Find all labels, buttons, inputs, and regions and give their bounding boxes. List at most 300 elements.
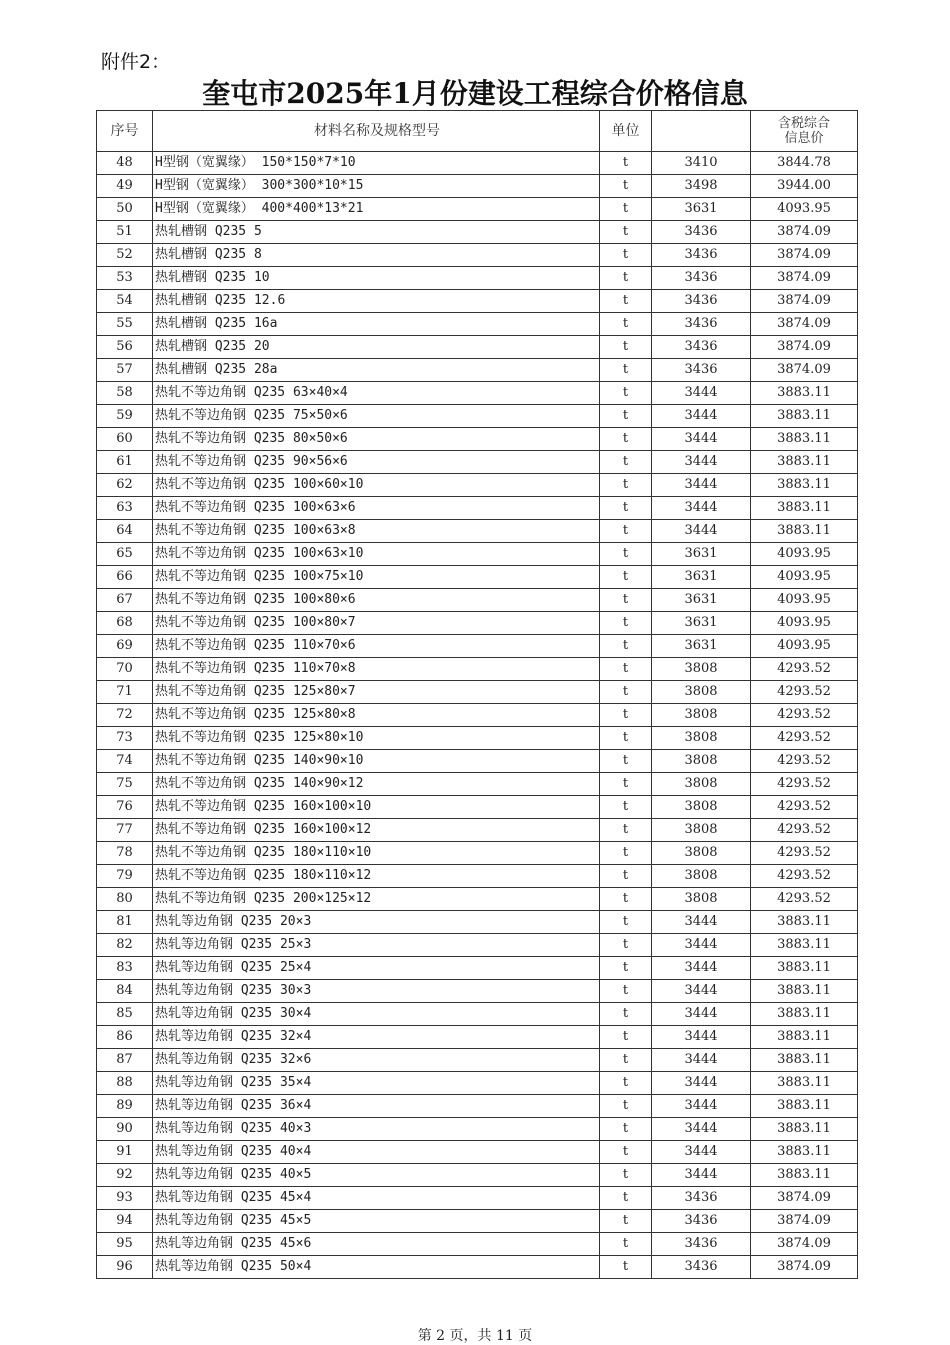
row-tax-price: 3883.11 — [751, 520, 858, 543]
table-row — [97, 957, 858, 980]
table-row — [97, 1072, 858, 1095]
row-base-price: 3444 — [652, 934, 751, 957]
row-name: 热轧槽钢 Q235 10 — [153, 267, 600, 290]
row-base-price: 3498 — [652, 175, 751, 198]
row-name: 热轧不等边角钢 Q235 110×70×6 — [153, 635, 600, 658]
row-base-price: 3436 — [652, 1256, 751, 1279]
row-base-price: 3444 — [652, 520, 751, 543]
row-tax-price: 3883.11 — [751, 1026, 858, 1049]
row-name: 热轧不等边角钢 Q235 80×50×6 — [153, 428, 600, 451]
row-tax-price: 3883.11 — [751, 1003, 858, 1026]
table-row — [97, 221, 858, 244]
row-name: 热轧等边角钢 Q235 32×6 — [153, 1049, 600, 1072]
row-name: 热轧不等边角钢 Q235 180×110×10 — [153, 842, 600, 865]
row-unit: t — [600, 382, 652, 405]
table-header-row — [97, 111, 858, 152]
row-name: 热轧不等边角钢 Q235 100×80×6 — [153, 589, 600, 612]
row-base-price: 3444 — [652, 1003, 751, 1026]
row-base-price: 3436 — [652, 290, 751, 313]
row-tax-price: 4293.52 — [751, 750, 858, 773]
row-unit: t — [600, 520, 652, 543]
row-tax-price: 4293.52 — [751, 796, 858, 819]
row-unit: t — [600, 819, 652, 842]
row-no: 59 — [97, 405, 153, 428]
table-row — [97, 773, 858, 796]
row-name: 热轧不等边角钢 Q235 180×110×12 — [153, 865, 600, 888]
row-name: 热轧等边角钢 Q235 40×3 — [153, 1118, 600, 1141]
row-unit: t — [600, 727, 652, 750]
row-tax-price: 4293.52 — [751, 658, 858, 681]
row-tax-price: 3883.11 — [751, 474, 858, 497]
row-name: 热轧等边角钢 Q235 35×4 — [153, 1072, 600, 1095]
row-unit: t — [600, 428, 652, 451]
row-tax-price: 4293.52 — [751, 727, 858, 750]
table-row — [97, 152, 858, 175]
row-tax-price: 4293.52 — [751, 773, 858, 796]
table-row — [97, 313, 858, 336]
row-name: 热轧不等边角钢 Q235 75×50×6 — [153, 405, 600, 428]
row-base-price: 3444 — [652, 911, 751, 934]
table-row — [97, 750, 858, 773]
row-name: 热轧等边角钢 Q235 45×5 — [153, 1210, 600, 1233]
row-base-price: 3444 — [652, 405, 751, 428]
row-no: 67 — [97, 589, 153, 612]
row-no: 48 — [97, 152, 153, 175]
table-row — [97, 819, 858, 842]
row-no: 57 — [97, 359, 153, 382]
table-row — [97, 1187, 858, 1210]
row-base-price: 3808 — [652, 727, 751, 750]
row-unit: t — [600, 589, 652, 612]
table-row — [97, 1095, 858, 1118]
row-no: 78 — [97, 842, 153, 865]
row-base-price: 3444 — [652, 1164, 751, 1187]
row-unit: t — [600, 681, 652, 704]
header-no: 序号 — [97, 111, 153, 152]
row-no: 71 — [97, 681, 153, 704]
row-base-price: 3436 — [652, 336, 751, 359]
table-row — [97, 704, 858, 727]
row-name: 热轧槽钢 Q235 16a — [153, 313, 600, 336]
row-tax-price: 4093.95 — [751, 635, 858, 658]
row-no: 60 — [97, 428, 153, 451]
row-base-price: 3631 — [652, 543, 751, 566]
row-no: 80 — [97, 888, 153, 911]
row-base-price: 3808 — [652, 658, 751, 681]
row-no: 93 — [97, 1187, 153, 1210]
table-row — [97, 451, 858, 474]
table-row — [97, 359, 858, 382]
row-unit: t — [600, 658, 652, 681]
row-no: 65 — [97, 543, 153, 566]
row-no: 96 — [97, 1256, 153, 1279]
row-tax-price: 3874.09 — [751, 1187, 858, 1210]
row-unit: t — [600, 198, 652, 221]
row-no: 89 — [97, 1095, 153, 1118]
row-base-price: 3631 — [652, 635, 751, 658]
row-tax-price: 4293.52 — [751, 681, 858, 704]
row-name: 热轧等边角钢 Q235 30×3 — [153, 980, 600, 1003]
row-unit: t — [600, 934, 652, 957]
row-name: 热轧槽钢 Q235 5 — [153, 221, 600, 244]
table-row — [97, 1003, 858, 1026]
table-row — [97, 1141, 858, 1164]
row-name: 热轧等边角钢 Q235 40×5 — [153, 1164, 600, 1187]
row-unit: t — [600, 221, 652, 244]
table-row — [97, 1049, 858, 1072]
table-row — [97, 888, 858, 911]
row-base-price: 3436 — [652, 359, 751, 382]
table-row — [97, 520, 858, 543]
table-row — [97, 474, 858, 497]
table-row — [97, 635, 858, 658]
row-no: 92 — [97, 1164, 153, 1187]
row-name: 热轧不等边角钢 Q235 100×80×7 — [153, 612, 600, 635]
row-unit: t — [600, 1003, 652, 1026]
attachment-label: 附件2： — [101, 51, 171, 73]
row-base-price: 3436 — [652, 1187, 751, 1210]
row-unit: t — [600, 1164, 652, 1187]
row-base-price: 3444 — [652, 980, 751, 1003]
table-row — [97, 244, 858, 267]
table-row — [97, 796, 858, 819]
row-base-price: 3444 — [652, 382, 751, 405]
row-no: 85 — [97, 1003, 153, 1026]
row-tax-price: 3883.11 — [751, 497, 858, 520]
row-unit: t — [600, 543, 652, 566]
table-row — [97, 1256, 858, 1279]
table-row — [97, 543, 858, 566]
row-unit: t — [600, 612, 652, 635]
row-name: 热轧不等边角钢 Q235 100×63×8 — [153, 520, 600, 543]
table-row — [97, 865, 858, 888]
row-base-price: 3808 — [652, 681, 751, 704]
row-name: 热轧等边角钢 Q235 45×6 — [153, 1233, 600, 1256]
row-no: 52 — [97, 244, 153, 267]
table-row — [97, 267, 858, 290]
row-name: H型钢（宽翼缘） 400*400*13*21 — [153, 198, 600, 221]
row-tax-price: 3944.00 — [751, 175, 858, 198]
row-no: 68 — [97, 612, 153, 635]
row-base-price: 3808 — [652, 842, 751, 865]
row-tax-price: 3874.09 — [751, 267, 858, 290]
row-unit: t — [600, 497, 652, 520]
row-unit: t — [600, 152, 652, 175]
row-name: 热轧槽钢 Q235 12.6 — [153, 290, 600, 313]
row-name: 热轧等边角钢 Q235 36×4 — [153, 1095, 600, 1118]
row-tax-price: 3883.11 — [751, 405, 858, 428]
header-base-price — [652, 111, 751, 152]
row-name: 热轧不等边角钢 Q235 140×90×10 — [153, 750, 600, 773]
row-unit: t — [600, 888, 652, 911]
row-name: 热轧等边角钢 Q235 50×4 — [153, 1256, 600, 1279]
row-unit: t — [600, 1118, 652, 1141]
table-row — [97, 727, 858, 750]
row-name: 热轧不等边角钢 Q235 100×75×10 — [153, 566, 600, 589]
row-unit: t — [600, 842, 652, 865]
row-no: 88 — [97, 1072, 153, 1095]
row-tax-price: 3874.09 — [751, 244, 858, 267]
row-no: 94 — [97, 1210, 153, 1233]
table-row — [97, 658, 858, 681]
row-name: 热轧等边角钢 Q235 25×3 — [153, 934, 600, 957]
table-row — [97, 382, 858, 405]
row-tax-price: 3874.09 — [751, 359, 858, 382]
row-unit: t — [600, 451, 652, 474]
page-footer: 第 2 页，共 11 页 — [417, 1328, 533, 1344]
row-tax-price: 4093.95 — [751, 566, 858, 589]
row-tax-price: 3883.11 — [751, 957, 858, 980]
row-unit: t — [600, 704, 652, 727]
row-tax-price: 4293.52 — [751, 842, 858, 865]
row-no: 63 — [97, 497, 153, 520]
row-name: 热轧槽钢 Q235 28a — [153, 359, 600, 382]
row-unit: t — [600, 1026, 652, 1049]
row-base-price: 3631 — [652, 612, 751, 635]
row-base-price: 3436 — [652, 267, 751, 290]
table-row — [97, 566, 858, 589]
row-unit: t — [600, 1049, 652, 1072]
row-no: 75 — [97, 773, 153, 796]
row-no: 64 — [97, 520, 153, 543]
row-unit: t — [600, 566, 652, 589]
row-unit: t — [600, 1072, 652, 1095]
row-no: 91 — [97, 1141, 153, 1164]
row-name: 热轧等边角钢 Q235 20×3 — [153, 911, 600, 934]
row-base-price: 3444 — [652, 1026, 751, 1049]
table-row — [97, 589, 858, 612]
row-tax-price: 3844.78 — [751, 152, 858, 175]
price-table — [96, 110, 858, 1279]
row-base-price: 3808 — [652, 704, 751, 727]
row-tax-price: 4293.52 — [751, 704, 858, 727]
row-name: H型钢（宽翼缘） 150*150*7*10 — [153, 152, 600, 175]
row-name: 热轧不等边角钢 Q235 90×56×6 — [153, 451, 600, 474]
row-base-price: 3631 — [652, 198, 751, 221]
table-row — [97, 842, 858, 865]
row-unit: t — [600, 1210, 652, 1233]
row-name: H型钢（宽翼缘） 300*300*10*15 — [153, 175, 600, 198]
row-name: 热轧不等边角钢 Q235 160×100×10 — [153, 796, 600, 819]
row-unit: t — [600, 1187, 652, 1210]
row-tax-price: 3874.09 — [751, 290, 858, 313]
row-base-price: 3808 — [652, 865, 751, 888]
row-no: 74 — [97, 750, 153, 773]
row-base-price: 3808 — [652, 888, 751, 911]
row-unit: t — [600, 244, 652, 267]
row-no: 49 — [97, 175, 153, 198]
table-row — [97, 428, 858, 451]
row-base-price: 3444 — [652, 1095, 751, 1118]
row-no: 51 — [97, 221, 153, 244]
row-tax-price: 4293.52 — [751, 865, 858, 888]
table-row — [97, 290, 858, 313]
table-row — [97, 1026, 858, 1049]
row-no: 61 — [97, 451, 153, 474]
table-row — [97, 336, 858, 359]
row-name: 热轧不等边角钢 Q235 100×63×10 — [153, 543, 600, 566]
row-name: 热轧不等边角钢 Q235 100×60×10 — [153, 474, 600, 497]
row-name: 热轧等边角钢 Q235 25×4 — [153, 957, 600, 980]
row-tax-price: 3883.11 — [751, 1072, 858, 1095]
row-no: 86 — [97, 1026, 153, 1049]
page-title: 奎屯市2025年1月份建设工程综合价格信息 — [202, 77, 748, 110]
row-name: 热轧不等边角钢 Q235 125×80×7 — [153, 681, 600, 704]
row-base-price: 3444 — [652, 1141, 751, 1164]
row-no: 90 — [97, 1118, 153, 1141]
row-unit: t — [600, 911, 652, 934]
row-name: 热轧不等边角钢 Q235 200×125×12 — [153, 888, 600, 911]
table-row — [97, 497, 858, 520]
row-name: 热轧等边角钢 Q235 40×4 — [153, 1141, 600, 1164]
row-base-price: 3436 — [652, 313, 751, 336]
row-unit: t — [600, 1256, 652, 1279]
header-tax-price: 含税综合 信息价 — [751, 111, 858, 152]
row-tax-price: 3883.11 — [751, 934, 858, 957]
row-unit: t — [600, 1233, 652, 1256]
row-tax-price: 4093.95 — [751, 543, 858, 566]
row-base-price: 3444 — [652, 1072, 751, 1095]
row-tax-price: 4093.95 — [751, 198, 858, 221]
row-no: 83 — [97, 957, 153, 980]
row-tax-price: 3883.11 — [751, 428, 858, 451]
row-tax-price: 3883.11 — [751, 1141, 858, 1164]
row-base-price: 3444 — [652, 957, 751, 980]
row-unit: t — [600, 336, 652, 359]
row-tax-price: 4293.52 — [751, 888, 858, 911]
row-base-price: 3444 — [652, 1049, 751, 1072]
table-row — [97, 612, 858, 635]
table-row — [97, 681, 858, 704]
row-no: 56 — [97, 336, 153, 359]
row-base-price: 3444 — [652, 497, 751, 520]
row-base-price: 3631 — [652, 589, 751, 612]
row-no: 81 — [97, 911, 153, 934]
row-tax-price: 3883.11 — [751, 451, 858, 474]
row-name: 热轧槽钢 Q235 8 — [153, 244, 600, 267]
row-no: 53 — [97, 267, 153, 290]
row-no: 62 — [97, 474, 153, 497]
row-base-price: 3436 — [652, 1210, 751, 1233]
row-no: 79 — [97, 865, 153, 888]
row-no: 82 — [97, 934, 153, 957]
row-name: 热轧等边角钢 Q235 32×4 — [153, 1026, 600, 1049]
table-row — [97, 1164, 858, 1187]
row-no: 84 — [97, 980, 153, 1003]
row-unit: t — [600, 980, 652, 1003]
row-tax-price: 3883.11 — [751, 382, 858, 405]
row-tax-price: 3874.09 — [751, 313, 858, 336]
header-unit: 单位 — [600, 111, 652, 152]
row-name: 热轧不等边角钢 Q235 140×90×12 — [153, 773, 600, 796]
row-base-price: 3444 — [652, 428, 751, 451]
table-row — [97, 1233, 858, 1256]
row-base-price: 3808 — [652, 796, 751, 819]
row-no: 87 — [97, 1049, 153, 1072]
table-row — [97, 405, 858, 428]
table-row — [97, 175, 858, 198]
row-base-price: 3436 — [652, 1233, 751, 1256]
table-row — [97, 911, 858, 934]
header-name: 材料名称及规格型号 — [153, 111, 600, 152]
row-no: 66 — [97, 566, 153, 589]
table-row — [97, 1118, 858, 1141]
row-base-price: 3444 — [652, 474, 751, 497]
row-unit: t — [600, 957, 652, 980]
row-unit: t — [600, 796, 652, 819]
row-base-price: 3436 — [652, 221, 751, 244]
row-name: 热轧等边角钢 Q235 30×4 — [153, 1003, 600, 1026]
row-unit: t — [600, 1095, 652, 1118]
row-base-price: 3444 — [652, 451, 751, 474]
table-body — [97, 152, 858, 1279]
row-tax-price: 4093.95 — [751, 612, 858, 635]
row-unit: t — [600, 750, 652, 773]
row-unit: t — [600, 175, 652, 198]
row-tax-price: 3874.09 — [751, 1233, 858, 1256]
row-tax-price: 3883.11 — [751, 1049, 858, 1072]
row-no: 70 — [97, 658, 153, 681]
row-unit: t — [600, 290, 652, 313]
row-tax-price: 3874.09 — [751, 1210, 858, 1233]
row-tax-price: 3883.11 — [751, 1164, 858, 1187]
row-tax-price: 3883.11 — [751, 980, 858, 1003]
row-unit: t — [600, 359, 652, 382]
row-no: 77 — [97, 819, 153, 842]
row-name: 热轧不等边角钢 Q235 160×100×12 — [153, 819, 600, 842]
row-unit: t — [600, 405, 652, 428]
row-tax-price: 4093.95 — [751, 589, 858, 612]
row-name: 热轧不等边角钢 Q235 100×63×6 — [153, 497, 600, 520]
row-base-price: 3808 — [652, 773, 751, 796]
row-base-price: 3631 — [652, 566, 751, 589]
row-base-price: 3808 — [652, 750, 751, 773]
row-no: 55 — [97, 313, 153, 336]
row-unit: t — [600, 313, 652, 336]
table-row — [97, 198, 858, 221]
row-no: 54 — [97, 290, 153, 313]
row-no: 50 — [97, 198, 153, 221]
row-unit: t — [600, 773, 652, 796]
row-base-price: 3808 — [652, 819, 751, 842]
row-tax-price: 3874.09 — [751, 1256, 858, 1279]
row-name: 热轧槽钢 Q235 20 — [153, 336, 600, 359]
table-row — [97, 1210, 858, 1233]
row-name: 热轧不等边角钢 Q235 63×40×4 — [153, 382, 600, 405]
row-unit: t — [600, 267, 652, 290]
row-unit: t — [600, 635, 652, 658]
row-tax-price: 3883.11 — [751, 911, 858, 934]
row-name: 热轧等边角钢 Q235 45×4 — [153, 1187, 600, 1210]
row-no: 72 — [97, 704, 153, 727]
row-no: 95 — [97, 1233, 153, 1256]
row-no: 76 — [97, 796, 153, 819]
row-tax-price: 3874.09 — [751, 336, 858, 359]
row-base-price: 3410 — [652, 152, 751, 175]
row-no: 73 — [97, 727, 153, 750]
row-tax-price: 3883.11 — [751, 1095, 858, 1118]
table-row — [97, 980, 858, 1003]
row-base-price: 3444 — [652, 1118, 751, 1141]
row-unit: t — [600, 474, 652, 497]
row-no: 69 — [97, 635, 153, 658]
row-base-price: 3436 — [652, 244, 751, 267]
row-name: 热轧不等边角钢 Q235 110×70×8 — [153, 658, 600, 681]
row-tax-price: 3883.11 — [751, 1118, 858, 1141]
row-unit: t — [600, 865, 652, 888]
row-no: 58 — [97, 382, 153, 405]
row-name: 热轧不等边角钢 Q235 125×80×8 — [153, 704, 600, 727]
